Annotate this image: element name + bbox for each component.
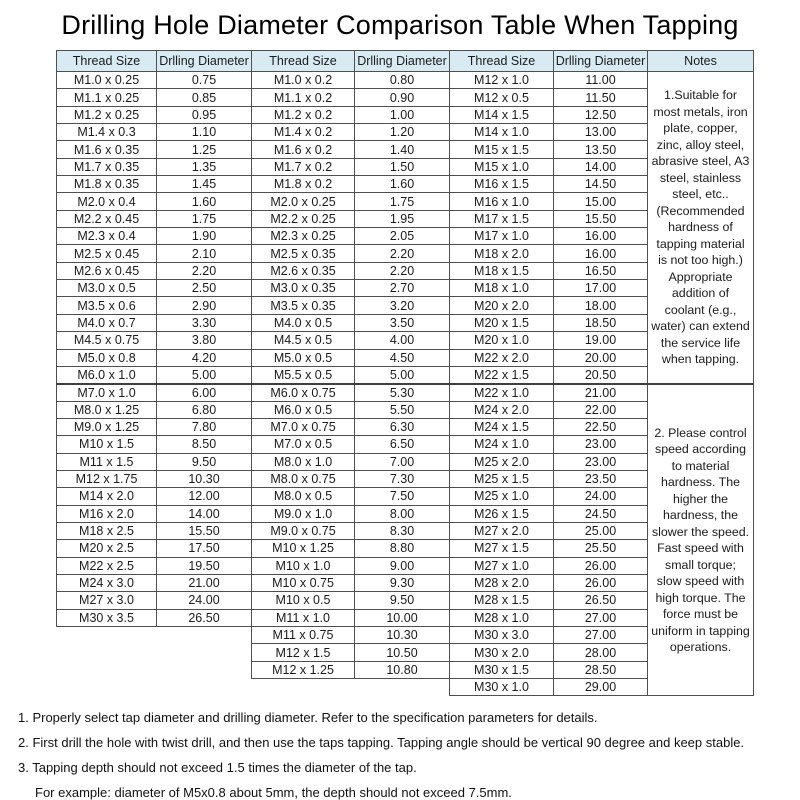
drilling-diameter-cell: 23.00 <box>554 453 648 470</box>
drilling-diameter-cell: 27.00 <box>554 609 648 626</box>
drilling-diameter-cell: 19.00 <box>554 332 648 349</box>
drilling-diameter-cell: 1.00 <box>355 106 450 123</box>
drilling-diameter-cell: 3.80 <box>157 332 252 349</box>
thread-size-cell: M16 x 2.0 <box>57 505 157 522</box>
thread-size-cell: M12 x 1.0 <box>450 72 554 89</box>
thread-size-cell: M27 x 1.0 <box>450 557 554 574</box>
drilling-diameter-cell: 5.30 <box>355 384 450 401</box>
drilling-diameter-cell: 10.00 <box>355 609 450 626</box>
thread-size-cell: M2.5 x 0.45 <box>57 245 157 262</box>
drilling-diameter-cell: 7.80 <box>157 418 252 435</box>
drilling-diameter-cell: 5.00 <box>157 366 252 383</box>
thread-size-cell: M8.0 x 1.0 <box>252 453 355 470</box>
drilling-diameter-cell: 12.50 <box>554 106 648 123</box>
table-row <box>57 384 754 401</box>
drilling-diameter-cell: 25.00 <box>554 522 648 539</box>
drilling-diameter-cell: 19.50 <box>157 557 252 574</box>
thread-size-cell: M24 x 3.0 <box>57 574 157 591</box>
thread-size-cell: M6.0 x 0.5 <box>252 401 355 418</box>
drilling-diameter-cell: 16.00 <box>554 228 648 245</box>
thread-size-cell: M1.1 x 0.2 <box>252 89 355 106</box>
header-notes: Notes <box>648 51 754 72</box>
drilling-diameter-cell: 6.00 <box>157 384 252 401</box>
drilling-diameter-cell: 16.50 <box>554 262 648 279</box>
drilling-diameter-cell: 7.00 <box>355 453 450 470</box>
thread-size-cell: M18 x 2.0 <box>450 245 554 262</box>
drilling-diameter-cell: 1.75 <box>157 210 252 227</box>
thread-size-cell: M8.0 x 0.5 <box>252 488 355 505</box>
drilling-diameter-cell: 4.50 <box>355 349 450 366</box>
thread-size-cell: M12 x 1.25 <box>252 661 355 678</box>
thread-size-cell: M17 x 1.0 <box>450 228 554 245</box>
notes-cell: 1.Suitable for most metals, iron plate, copper, zinc, alloy steel, abrasive steel, A3 steel, stainless steel, etc..(Recommended hardness of tapping material is not too high.) Appropriate addition of coolant (e.g., water) can extend the service life when tapping. <box>648 72 754 384</box>
thread-size-cell: M11 x 1.5 <box>57 453 157 470</box>
blank-cell <box>157 644 252 661</box>
thread-size-cell: M28 x 1.5 <box>450 592 554 609</box>
thread-size-cell: M2.3 x 0.25 <box>252 228 355 245</box>
thread-size-cell: M10 x 1.5 <box>57 436 157 453</box>
thread-size-cell: M9.0 x 1.25 <box>57 418 157 435</box>
drilling-diameter-cell: 28.50 <box>554 661 648 678</box>
drilling-diameter-cell: 18.00 <box>554 297 648 314</box>
drilling-diameter-cell: 1.90 <box>157 228 252 245</box>
thread-size-cell: M1.2 x 0.25 <box>57 106 157 123</box>
thread-size-cell: M30 x 3.0 <box>450 627 554 644</box>
footnote-1: 1. Properly select tap diameter and drilling diameter. Refer to the specification parameters for details. <box>18 710 598 726</box>
thread-size-cell: M30 x 3.5 <box>57 609 157 626</box>
drilling-diameter-cell: 8.30 <box>355 522 450 539</box>
header-drilling-diameter-1: Drlling Diameter <box>157 51 252 72</box>
footnote-example: For example: diameter of M5x0.8 about 5mm, the depth should not exceed 7.5mm. <box>35 785 512 800</box>
thread-size-cell: M2.0 x 0.4 <box>57 193 157 210</box>
drilling-diameter-cell: 2.90 <box>157 297 252 314</box>
thread-size-cell: M20 x 1.5 <box>450 314 554 331</box>
drilling-diameter-cell: 14.00 <box>554 158 648 175</box>
thread-size-cell: M7.0 x 0.75 <box>252 418 355 435</box>
thread-size-cell: M22 x 2.0 <box>450 349 554 366</box>
thread-size-cell: M30 x 1.0 <box>450 679 554 696</box>
drilling-diameter-cell: 0.85 <box>157 89 252 106</box>
drilling-diameter-cell: 10.30 <box>355 627 450 644</box>
drilling-diameter-cell: 0.95 <box>157 106 252 123</box>
thread-size-cell: M24 x 1.5 <box>450 418 554 435</box>
drilling-diameter-cell: 8.80 <box>355 540 450 557</box>
drilling-diameter-cell: 15.00 <box>554 193 648 210</box>
thread-size-cell: M1.0 x 0.2 <box>252 72 355 89</box>
thread-size-cell: M25 x 2.0 <box>450 453 554 470</box>
drilling-diameter-cell: 3.20 <box>355 297 450 314</box>
thread-size-cell: M10 x 1.0 <box>252 557 355 574</box>
thread-size-cell: M17 x 1.5 <box>450 210 554 227</box>
drilling-diameter-cell: 11.50 <box>554 89 648 106</box>
thread-size-cell: M6.0 x 1.0 <box>57 366 157 383</box>
drilling-diameter-cell: 1.10 <box>157 124 252 141</box>
drilling-diameter-cell: 1.75 <box>355 193 450 210</box>
drilling-diameter-cell: 1.45 <box>157 176 252 193</box>
thread-size-cell: M12 x 0.5 <box>450 89 554 106</box>
drilling-diameter-cell: 28.00 <box>554 644 648 661</box>
thread-size-cell: M24 x 2.0 <box>450 401 554 418</box>
notes-cell: 2. Please control speed according to material hardness. The higher the hardness, the slower the speed. Fast speed with small torque; slow speed with high torque. The force must be uniform in tapping operations. <box>648 384 754 696</box>
thread-size-cell: M11 x 1.0 <box>252 609 355 626</box>
drilling-diameter-cell: 9.00 <box>355 557 450 574</box>
drilling-diameter-cell: 24.50 <box>554 505 648 522</box>
drilling-diameter-cell: 9.30 <box>355 574 450 591</box>
drilling-diameter-cell: 0.80 <box>355 72 450 89</box>
drilling-diameter-cell: 14.50 <box>554 176 648 193</box>
drilling-diameter-cell: 15.50 <box>554 210 648 227</box>
thread-size-cell: M1.6 x 0.35 <box>57 141 157 158</box>
thread-size-cell: M2.5 x 0.35 <box>252 245 355 262</box>
thread-size-cell: M20 x 1.0 <box>450 332 554 349</box>
blank-cell <box>355 679 450 696</box>
drilling-diameter-cell: 1.35 <box>157 158 252 175</box>
thread-size-cell: M8.0 x 1.25 <box>57 401 157 418</box>
drilling-diameter-cell: 26.50 <box>554 592 648 609</box>
drilling-diameter-cell: 0.90 <box>355 89 450 106</box>
thread-size-cell: M25 x 1.0 <box>450 488 554 505</box>
drilling-diameter-cell: 4.00 <box>355 332 450 349</box>
thread-size-cell: M18 x 2.5 <box>57 522 157 539</box>
blank-cell <box>252 679 355 696</box>
thread-size-cell: M2.2 x 0.25 <box>252 210 355 227</box>
thread-size-cell: M4.0 x 0.5 <box>252 314 355 331</box>
drilling-diameter-cell: 9.50 <box>157 453 252 470</box>
drilling-diameter-cell: 26.00 <box>554 557 648 574</box>
drilling-diameter-cell: 14.00 <box>157 505 252 522</box>
drilling-diameter-cell: 4.20 <box>157 349 252 366</box>
drilling-diameter-cell: 16.00 <box>554 245 648 262</box>
thread-size-cell: M2.3 x 0.4 <box>57 228 157 245</box>
thread-size-cell: M1.4 x 0.2 <box>252 124 355 141</box>
drilling-diameter-cell: 20.00 <box>554 349 648 366</box>
drilling-diameter-cell: 2.20 <box>355 262 450 279</box>
thread-size-cell: M27 x 3.0 <box>57 592 157 609</box>
drilling-diameter-cell: 1.25 <box>157 141 252 158</box>
drilling-diameter-cell: 17.00 <box>554 280 648 297</box>
header-drilling-diameter-2: Drlling Diameter <box>355 51 450 72</box>
drilling-diameter-cell: 7.30 <box>355 470 450 487</box>
thread-size-cell: M1.7 x 0.35 <box>57 158 157 175</box>
thread-size-cell: M1.8 x 0.35 <box>57 176 157 193</box>
drilling-diameter-cell: 2.05 <box>355 228 450 245</box>
thread-size-cell: M3.0 x 0.35 <box>252 280 355 297</box>
thread-size-cell: M9.0 x 0.75 <box>252 522 355 539</box>
thread-size-cell: M10 x 0.75 <box>252 574 355 591</box>
thread-size-cell: M2.6 x 0.45 <box>57 262 157 279</box>
drilling-diameter-cell: 1.60 <box>355 176 450 193</box>
drilling-diameter-cell: 22.00 <box>554 401 648 418</box>
thread-size-cell: M15 x 1.5 <box>450 141 554 158</box>
thread-size-cell: M20 x 2.0 <box>450 297 554 314</box>
footnote-2: 2. First drill the hole with twist drill, and then use the taps tapping. Tapping angle should be vertical 90 degree and keep stable. <box>18 735 745 751</box>
thread-size-cell: M30 x 1.5 <box>450 661 554 678</box>
thread-size-cell: M28 x 2.0 <box>450 574 554 591</box>
thread-size-cell: M1.1 x 0.25 <box>57 89 157 106</box>
drilling-diameter-cell: 2.10 <box>157 245 252 262</box>
drilling-diameter-cell: 18.50 <box>554 314 648 331</box>
thread-size-cell: M2.6 x 0.35 <box>252 262 355 279</box>
drilling-diameter-cell: 21.00 <box>157 574 252 591</box>
drilling-diameter-cell: 24.00 <box>554 488 648 505</box>
drilling-diameter-cell: 2.50 <box>157 280 252 297</box>
drilling-diameter-cell: 8.00 <box>355 505 450 522</box>
thread-size-cell: M3.5 x 0.35 <box>252 297 355 314</box>
thread-size-cell: M5.5 x 0.5 <box>252 366 355 383</box>
table-body <box>57 72 754 696</box>
blank-cell <box>57 679 157 696</box>
blank-cell <box>57 627 157 644</box>
drilling-diameter-cell: 5.00 <box>355 366 450 383</box>
thread-size-cell: M28 x 1.0 <box>450 609 554 626</box>
thread-size-cell: M4.5 x 0.5 <box>252 332 355 349</box>
thread-size-cell: M3.0 x 0.5 <box>57 280 157 297</box>
drilling-diameter-cell: 6.30 <box>355 418 450 435</box>
drilling-diameter-cell: 17.50 <box>157 540 252 557</box>
drilling-diameter-cell: 1.20 <box>355 124 450 141</box>
thread-size-cell: M1.6 x 0.2 <box>252 141 355 158</box>
thread-size-cell: M22 x 1.0 <box>450 384 554 401</box>
thread-size-cell: M5.0 x 0.5 <box>252 349 355 366</box>
thread-size-cell: M20 x 2.5 <box>57 540 157 557</box>
thread-size-cell: M4.5 x 0.75 <box>57 332 157 349</box>
thread-size-cell: M10 x 1.25 <box>252 540 355 557</box>
thread-size-cell: M9.0 x 1.0 <box>252 505 355 522</box>
drilling-diameter-cell: 25.50 <box>554 540 648 557</box>
table-header <box>57 51 754 72</box>
thread-size-cell: M16 x 1.5 <box>450 176 554 193</box>
drilling-diameter-cell: 11.00 <box>554 72 648 89</box>
thread-size-cell: M6.0 x 0.75 <box>252 384 355 401</box>
drilling-diameter-cell: 2.70 <box>355 280 450 297</box>
drilling-diameter-cell: 10.30 <box>157 470 252 487</box>
header-drilling-diameter-3: Drlling Diameter <box>554 51 648 72</box>
drilling-diameter-cell: 3.50 <box>355 314 450 331</box>
drilling-diameter-cell: 13.00 <box>554 124 648 141</box>
thread-size-cell: M3.5 x 0.6 <box>57 297 157 314</box>
header-thread-size-1: Thread Size <box>57 51 157 72</box>
drilling-diameter-cell: 5.50 <box>355 401 450 418</box>
thread-size-cell: M11 x 0.75 <box>252 627 355 644</box>
drilling-diameter-cell: 13.50 <box>554 141 648 158</box>
drilling-diameter-cell: 7.50 <box>355 488 450 505</box>
drilling-diameter-cell: 6.50 <box>355 436 450 453</box>
drilling-diameter-cell: 29.00 <box>554 679 648 696</box>
drilling-diameter-cell: 26.00 <box>554 574 648 591</box>
thread-size-cell: M22 x 1.5 <box>450 366 554 383</box>
header-row <box>57 51 754 72</box>
drilling-diameter-cell: 1.95 <box>355 210 450 227</box>
comparison-table <box>56 50 754 696</box>
thread-size-cell: M1.4 x 0.3 <box>57 124 157 141</box>
thread-size-cell: M5.0 x 0.8 <box>57 349 157 366</box>
drilling-diameter-cell: 1.40 <box>355 141 450 158</box>
thread-size-cell: M2.2 x 0.45 <box>57 210 157 227</box>
drilling-diameter-cell: 6.80 <box>157 401 252 418</box>
drilling-diameter-cell: 3.30 <box>157 314 252 331</box>
blank-cell <box>157 627 252 644</box>
blank-cell <box>57 644 157 661</box>
drilling-diameter-cell: 2.20 <box>157 262 252 279</box>
drilling-diameter-cell: 26.50 <box>157 609 252 626</box>
thread-size-cell: M8.0 x 0.75 <box>252 470 355 487</box>
thread-size-cell: M7.0 x 1.0 <box>57 384 157 401</box>
thread-size-cell: M27 x 1.5 <box>450 540 554 557</box>
drilling-diameter-cell: 20.50 <box>554 366 648 383</box>
thread-size-cell: M12 x 1.75 <box>57 470 157 487</box>
thread-size-cell: M1.0 x 0.25 <box>57 72 157 89</box>
drilling-diameter-cell: 27.00 <box>554 627 648 644</box>
thread-size-cell: M10 x 0.5 <box>252 592 355 609</box>
thread-size-cell: M27 x 2.0 <box>450 522 554 539</box>
drilling-diameter-cell: 24.00 <box>157 592 252 609</box>
drilling-diameter-cell: 22.50 <box>554 418 648 435</box>
thread-size-cell: M18 x 1.0 <box>450 280 554 297</box>
drilling-diameter-cell: 8.50 <box>157 436 252 453</box>
drilling-diameter-cell: 10.50 <box>355 644 450 661</box>
blank-cell <box>157 679 252 696</box>
thread-size-cell: M12 x 1.5 <box>252 644 355 661</box>
blank-cell <box>57 661 157 678</box>
thread-size-cell: M24 x 1.0 <box>450 436 554 453</box>
thread-size-cell: M2.0 x 0.25 <box>252 193 355 210</box>
footnotes <box>18 710 800 800</box>
header-thread-size-3: Thread Size <box>450 51 554 72</box>
drilling-diameter-cell: 0.75 <box>157 72 252 89</box>
thread-size-cell: M26 x 1.5 <box>450 505 554 522</box>
thread-size-cell: M30 x 2.0 <box>450 644 554 661</box>
drilling-diameter-cell: 1.60 <box>157 193 252 210</box>
drilling-diameter-cell: 23.50 <box>554 470 648 487</box>
thread-size-cell: M15 x 1.0 <box>450 158 554 175</box>
footnote-3: 3. Tapping depth should not exceed 1.5 times the diameter of the tap. <box>18 760 417 776</box>
drilling-diameter-cell: 10.80 <box>355 661 450 678</box>
thread-size-cell: M25 x 1.5 <box>450 470 554 487</box>
thread-size-cell: M14 x 2.0 <box>57 488 157 505</box>
thread-size-cell: M1.7 x 0.2 <box>252 158 355 175</box>
header-thread-size-2: Thread Size <box>252 51 355 72</box>
thread-size-cell: M14 x 1.0 <box>450 124 554 141</box>
drilling-diameter-cell: 12.00 <box>157 488 252 505</box>
thread-size-cell: M7.0 x 0.5 <box>252 436 355 453</box>
blank-cell <box>157 661 252 678</box>
page-title: Drilling Hole Diameter Comparison Table When Tapping <box>61 10 739 40</box>
drilling-diameter-cell: 2.20 <box>355 245 450 262</box>
thread-size-cell: M1.8 x 0.2 <box>252 176 355 193</box>
table-row <box>57 72 754 89</box>
drilling-diameter-cell: 9.50 <box>355 592 450 609</box>
drilling-diameter-cell: 15.50 <box>157 522 252 539</box>
drilling-diameter-cell: 23.00 <box>554 436 648 453</box>
thread-size-cell: M4.0 x 0.7 <box>57 314 157 331</box>
thread-size-cell: M18 x 1.5 <box>450 262 554 279</box>
thread-size-cell: M1.2 x 0.2 <box>252 106 355 123</box>
drilling-diameter-cell: 21.00 <box>554 384 648 401</box>
thread-size-cell: M22 x 2.5 <box>57 557 157 574</box>
drilling-diameter-cell: 1.50 <box>355 158 450 175</box>
thread-size-cell: M14 x 1.5 <box>450 106 554 123</box>
thread-size-cell: M16 x 1.0 <box>450 193 554 210</box>
